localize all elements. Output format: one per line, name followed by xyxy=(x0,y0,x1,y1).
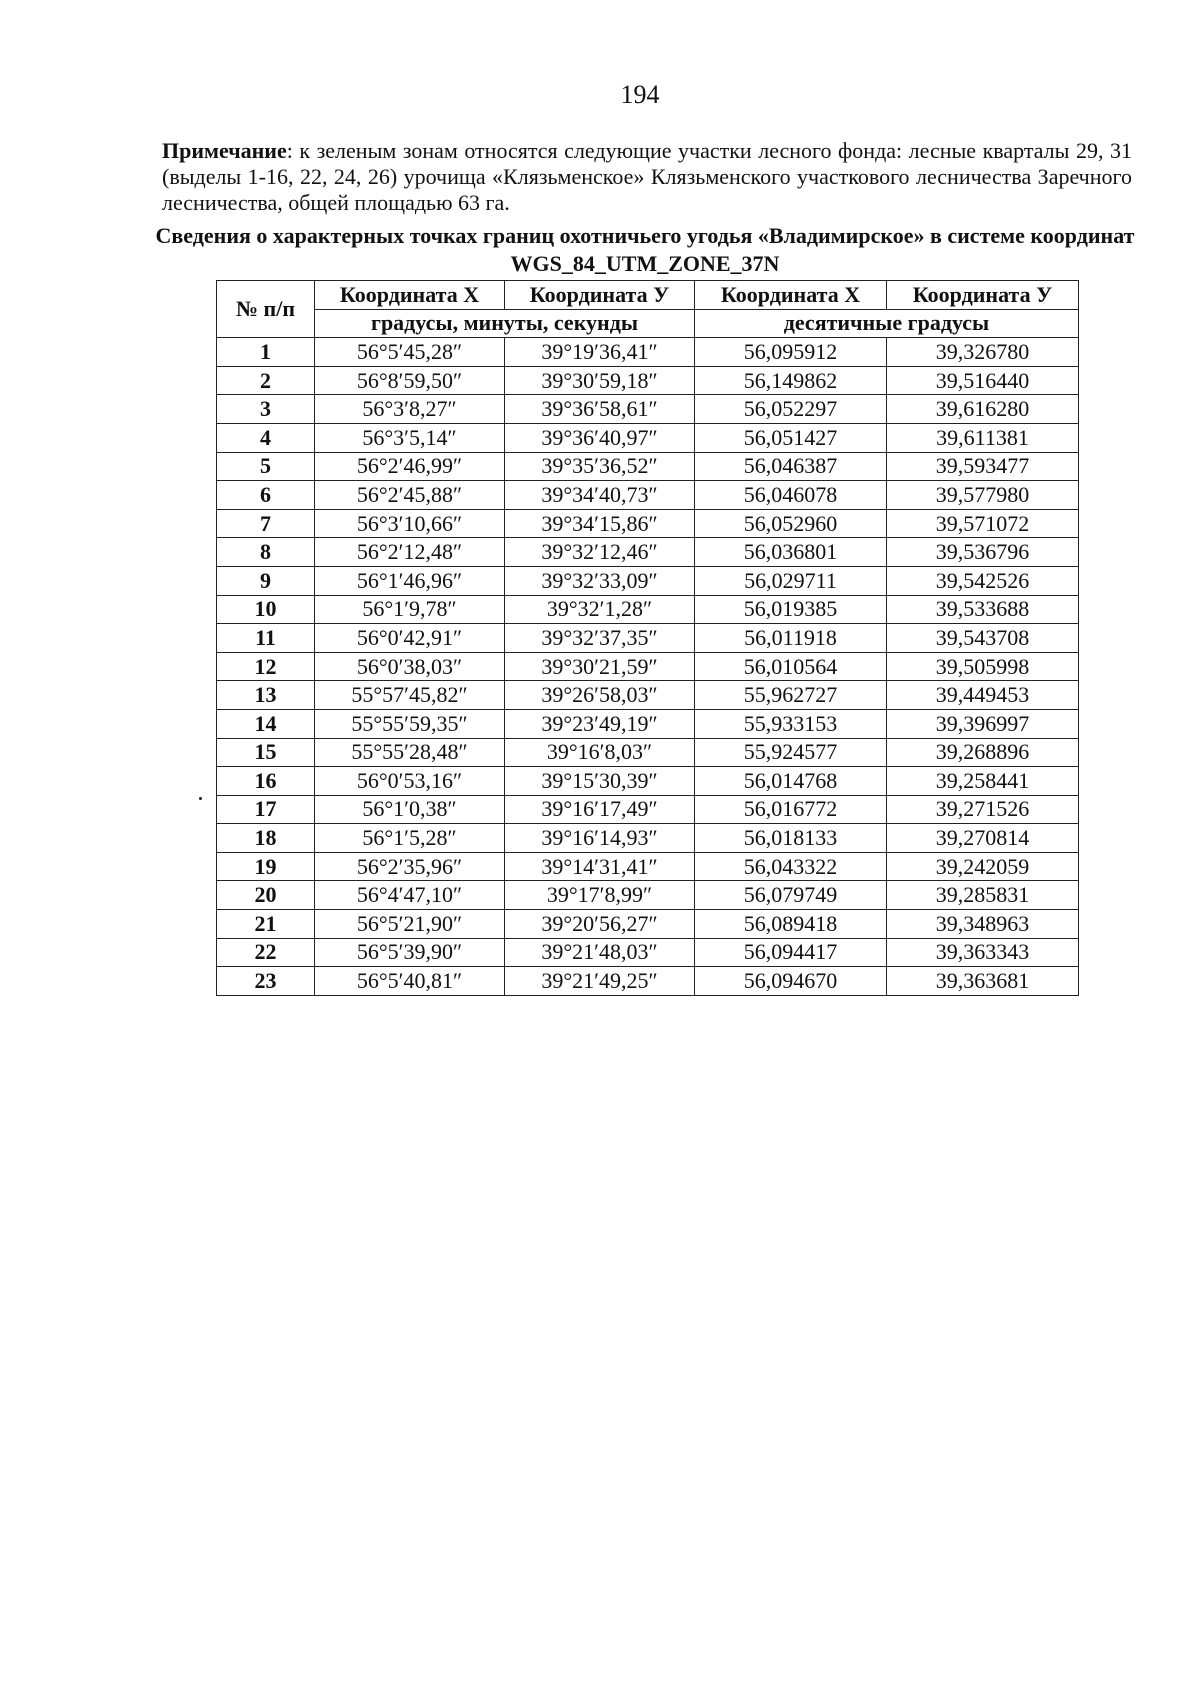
row-number-cell: 12 xyxy=(217,652,315,681)
dms-y-cell: 39°20′56,27″ xyxy=(505,910,695,939)
dms-y-cell: 39°36′40,97″ xyxy=(505,423,695,452)
decimal-y-cell: 39,396997 xyxy=(887,709,1079,738)
decimal-x-cell: 56,036801 xyxy=(695,538,887,567)
dms-x-cell: 56°8′59,50″ xyxy=(315,366,505,395)
dms-x-cell: 55°55′59,35″ xyxy=(315,709,505,738)
unit-row xyxy=(217,309,1079,338)
decimal-x-cell: 56,043322 xyxy=(695,852,887,881)
header-number: № п/п xyxy=(217,281,315,338)
decimal-x-cell: 56,149862 xyxy=(695,366,887,395)
dms-y-cell: 39°16′17,49″ xyxy=(505,795,695,824)
decimal-x-cell: 56,094417 xyxy=(695,938,887,967)
row-number-cell: 23 xyxy=(217,967,315,996)
table-row xyxy=(217,681,1079,710)
decimal-y-cell: 39,348963 xyxy=(887,910,1079,939)
decimal-x-cell: 56,010564 xyxy=(695,652,887,681)
decimal-y-cell: 39,543708 xyxy=(887,624,1079,653)
table-row xyxy=(217,795,1079,824)
table-body xyxy=(217,338,1079,996)
table-row xyxy=(217,967,1079,996)
dms-y-cell: 39°32′12,46″ xyxy=(505,538,695,567)
decimal-y-cell: 39,242059 xyxy=(887,852,1079,881)
decimal-y-cell: 39,363343 xyxy=(887,938,1079,967)
decimal-y-cell: 39,270814 xyxy=(887,824,1079,853)
table-row xyxy=(217,624,1079,653)
decimal-x-cell: 56,079749 xyxy=(695,881,887,910)
table-row xyxy=(217,595,1079,624)
dms-x-cell: 56°2′46,99″ xyxy=(315,452,505,481)
table-row xyxy=(217,938,1079,967)
dms-y-cell: 39°32′1,28″ xyxy=(505,595,695,624)
decimal-x-cell: 56,011918 xyxy=(695,624,887,653)
note-paragraph xyxy=(162,138,1132,216)
dms-x-cell: 56°5′45,28″ xyxy=(315,338,505,367)
table-row xyxy=(217,767,1079,796)
table-row xyxy=(217,538,1079,567)
row-number-cell: 4 xyxy=(217,423,315,452)
row-number-cell: 16 xyxy=(217,767,315,796)
decimal-x-cell: 56,014768 xyxy=(695,767,887,796)
dms-y-cell: 39°16′14,93″ xyxy=(505,824,695,853)
dms-x-cell: 56°0′42,91″ xyxy=(315,624,505,653)
row-number-cell: 15 xyxy=(217,738,315,767)
row-number-cell: 2 xyxy=(217,366,315,395)
decimal-y-cell: 39,271526 xyxy=(887,795,1079,824)
dms-x-cell: 56°1′46,96″ xyxy=(315,566,505,595)
decimal-x-cell: 55,962727 xyxy=(695,681,887,710)
dms-x-cell: 55°57′45,82″ xyxy=(315,681,505,710)
decimal-y-cell: 39,611381 xyxy=(887,423,1079,452)
table-row xyxy=(217,338,1079,367)
dms-y-cell: 39°19′36,41″ xyxy=(505,338,695,367)
decimal-y-cell: 39,363681 xyxy=(887,967,1079,996)
dms-x-cell: 56°5′21,90″ xyxy=(315,910,505,939)
table-row xyxy=(217,395,1079,424)
decimal-x-cell: 56,016772 xyxy=(695,795,887,824)
header-dms-y: Координата У xyxy=(505,281,695,310)
dms-y-cell: 39°34′40,73″ xyxy=(505,481,695,510)
dms-x-cell: 56°4′47,10″ xyxy=(315,881,505,910)
row-number-cell: 10 xyxy=(217,595,315,624)
decimal-y-cell: 39,516440 xyxy=(887,366,1079,395)
dms-x-cell: 55°55′28,48″ xyxy=(315,738,505,767)
dms-y-cell: 39°30′59,18″ xyxy=(505,366,695,395)
decimal-x-cell: 56,051427 xyxy=(695,423,887,452)
decimal-x-cell: 56,095912 xyxy=(695,338,887,367)
table-row xyxy=(217,824,1079,853)
dms-x-cell: 56°1′0,38″ xyxy=(315,795,505,824)
row-number-cell: 8 xyxy=(217,538,315,567)
header-row xyxy=(217,281,1079,310)
row-number-cell: 22 xyxy=(217,938,315,967)
row-number-cell: 1 xyxy=(217,338,315,367)
decimal-x-cell: 55,924577 xyxy=(695,738,887,767)
header-decimal-x: Координата Х xyxy=(695,281,887,310)
decimal-x-cell: 56,029711 xyxy=(695,566,887,595)
decimal-y-cell: 39,536796 xyxy=(887,538,1079,567)
dms-x-cell: 56°0′53,16″ xyxy=(315,767,505,796)
row-number-cell: 9 xyxy=(217,566,315,595)
dms-y-cell: 39°34′15,86″ xyxy=(505,509,695,538)
dms-x-cell: 56°2′45,88″ xyxy=(315,481,505,510)
decimal-x-cell: 56,046078 xyxy=(695,481,887,510)
decimal-y-cell: 39,571072 xyxy=(887,509,1079,538)
dms-y-cell: 39°16′8,03″ xyxy=(505,738,695,767)
row-number-cell: 7 xyxy=(217,509,315,538)
decimal-y-cell: 39,268896 xyxy=(887,738,1079,767)
decimal-y-cell: 39,542526 xyxy=(887,566,1079,595)
table-row xyxy=(217,566,1079,595)
decimal-x-cell: 56,089418 xyxy=(695,910,887,939)
decimal-y-cell: 39,616280 xyxy=(887,395,1079,424)
note-label: Примечание xyxy=(162,138,287,163)
table-row xyxy=(217,881,1079,910)
coordinates-table xyxy=(216,280,1079,996)
dms-x-cell: 56°1′5,28″ xyxy=(315,824,505,853)
dms-y-cell: 39°21′48,03″ xyxy=(505,938,695,967)
page-number: 194 xyxy=(620,80,660,109)
header-decimal-y: Координата У xyxy=(887,281,1079,310)
decimal-y-cell: 39,533688 xyxy=(887,595,1079,624)
decimal-y-cell: 39,593477 xyxy=(887,452,1079,481)
dms-y-cell: 39°36′58,61″ xyxy=(505,395,695,424)
decimal-y-cell: 39,449453 xyxy=(887,681,1079,710)
table-row xyxy=(217,452,1079,481)
table-row xyxy=(217,852,1079,881)
dms-x-cell: 56°3′5,14″ xyxy=(315,423,505,452)
row-number-cell: 6 xyxy=(217,481,315,510)
table-row xyxy=(217,709,1079,738)
row-number-cell: 5 xyxy=(217,452,315,481)
dms-x-cell: 56°3′10,66″ xyxy=(315,509,505,538)
table-row xyxy=(217,910,1079,939)
dms-y-cell: 39°32′33,09″ xyxy=(505,566,695,595)
table-row xyxy=(217,738,1079,767)
dms-x-cell: 56°2′35,96″ xyxy=(315,852,505,881)
unit-dms: градусы, минуты, секунды xyxy=(315,309,695,338)
dms-x-cell: 56°5′40,81″ xyxy=(315,967,505,996)
decimal-y-cell: 39,326780 xyxy=(887,338,1079,367)
table-row xyxy=(217,652,1079,681)
row-number-cell: 14 xyxy=(217,709,315,738)
decimal-y-cell: 39,505998 xyxy=(887,652,1079,681)
decimal-y-cell: 39,258441 xyxy=(887,767,1079,796)
decimal-x-cell: 55,933153 xyxy=(695,709,887,738)
unit-decimal: десятичные градусы xyxy=(695,309,1079,338)
dms-y-cell: 39°17′8,99″ xyxy=(505,881,695,910)
dms-y-cell: 39°15′30,39″ xyxy=(505,767,695,796)
header-dms-x: Координата Х xyxy=(315,281,505,310)
decimal-y-cell: 39,577980 xyxy=(887,481,1079,510)
decimal-x-cell: 56,052297 xyxy=(695,395,887,424)
stray-mark xyxy=(199,797,202,800)
decimal-x-cell: 56,019385 xyxy=(695,595,887,624)
table-row xyxy=(217,481,1079,510)
dms-x-cell: 56°5′39,90″ xyxy=(315,938,505,967)
row-number-cell: 17 xyxy=(217,795,315,824)
dms-y-cell: 39°26′58,03″ xyxy=(505,681,695,710)
dms-y-cell: 39°14′31,41″ xyxy=(505,852,695,881)
table-title: Сведения о характерных точках границ охотничьего угодья «Владимирское» в системе координат WGS_84_UTM_ZONE_37N xyxy=(155,223,1135,276)
dms-y-cell: 39°35′36,52″ xyxy=(505,452,695,481)
decimal-y-cell: 39,285831 xyxy=(887,881,1079,910)
row-number-cell: 3 xyxy=(217,395,315,424)
row-number-cell: 20 xyxy=(217,881,315,910)
decimal-x-cell: 56,052960 xyxy=(695,509,887,538)
row-number-cell: 21 xyxy=(217,910,315,939)
table-row xyxy=(217,366,1079,395)
dms-y-cell: 39°32′37,35″ xyxy=(505,624,695,653)
dms-y-cell: 39°21′49,25″ xyxy=(505,967,695,996)
decimal-x-cell: 56,018133 xyxy=(695,824,887,853)
row-number-cell: 13 xyxy=(217,681,315,710)
dms-y-cell: 39°23′49,19″ xyxy=(505,709,695,738)
row-number-cell: 11 xyxy=(217,624,315,653)
table-row xyxy=(217,423,1079,452)
dms-x-cell: 56°2′12,48″ xyxy=(315,538,505,567)
dms-y-cell: 39°30′21,59″ xyxy=(505,652,695,681)
dms-x-cell: 56°0′38,03″ xyxy=(315,652,505,681)
dms-x-cell: 56°1′9,78″ xyxy=(315,595,505,624)
dms-x-cell: 56°3′8,27″ xyxy=(315,395,505,424)
table-row xyxy=(217,509,1079,538)
note-text: : к зеленым зонам относятся следующие участки лесного фонда: лесные кварталы 29, 31 (выделы 1-16, 22, 24, 26) урочища «Клязьменское» Клязьменского участкового лесничества Заречного лесничества, общей площадью 63 га. xyxy=(162,138,1132,215)
row-number-cell: 19 xyxy=(217,852,315,881)
decimal-x-cell: 56,046387 xyxy=(695,452,887,481)
decimal-x-cell: 56,094670 xyxy=(695,967,887,996)
row-number-cell: 18 xyxy=(217,824,315,853)
